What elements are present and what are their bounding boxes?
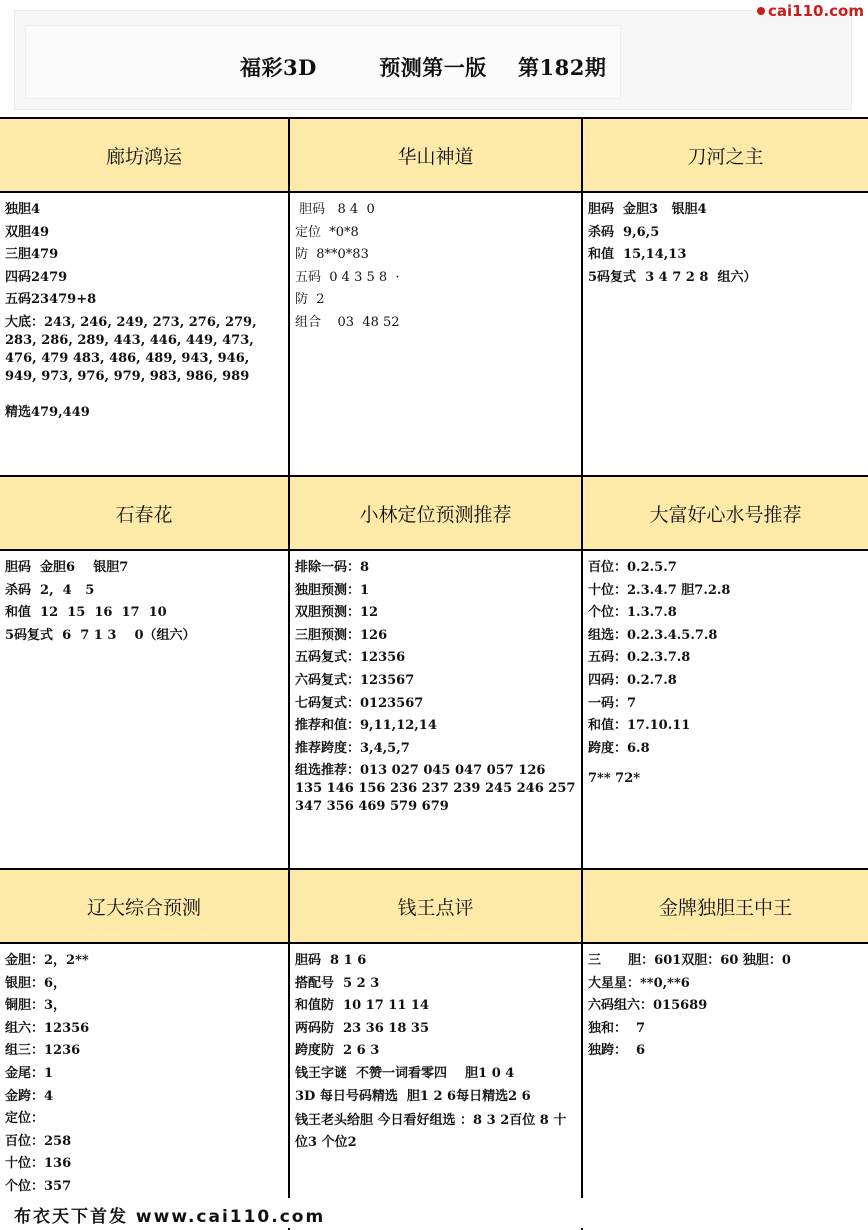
prediction-line: 五码：0.2.3.7.8 xyxy=(588,650,691,666)
prediction-line: 独跨： 6 xyxy=(588,1043,646,1059)
prediction-paragraph: 钱王老头给胆 今日看好组选 ：8 3 2百位 8 十位3 个位2 xyxy=(295,1113,567,1151)
prediction-line: 五码复式：12356 xyxy=(295,650,406,666)
prediction-line: 六码复式：123567 xyxy=(295,672,415,688)
prediction-line: 和值 15,14,13 xyxy=(588,247,687,263)
prediction-line: 银胆：6， xyxy=(5,975,67,991)
prediction-line: 双胆预测：12 xyxy=(295,605,379,621)
prediction-line: 防 2 xyxy=(295,292,325,308)
prediction-line: 金尾：1 xyxy=(5,1065,54,1081)
prediction-line: 五码 0 4 3 5 8 · xyxy=(295,269,400,285)
prediction-line: 独胆4 xyxy=(5,202,41,217)
prediction-line: 胆码 金胆6 银胆7 xyxy=(5,560,129,575)
prediction-grid xyxy=(0,117,868,1230)
cell-title: 辽大综合预测 xyxy=(0,870,288,944)
prediction-line: 十位：136 xyxy=(5,1156,72,1172)
cell-langfang-hongyun xyxy=(0,119,288,475)
prediction-line: 个位：1.3.7.8 xyxy=(588,605,677,621)
prediction-line: 三胆479 xyxy=(5,247,59,263)
prediction-line: 推荐和值：9,11,12,14 xyxy=(295,718,437,734)
prediction-line: 三 胆：601双胆：60 独胆：0 xyxy=(588,953,791,968)
prediction-line: 和值防 10 17 11 14 xyxy=(295,998,429,1014)
prediction-line: 组三：1236 xyxy=(5,1043,81,1059)
cell-shi-chunhua xyxy=(0,477,288,868)
cell-title: 金牌独胆王中王 xyxy=(583,870,868,944)
prediction-line: 六码组六：015689 xyxy=(588,998,708,1014)
cell-body xyxy=(290,193,581,475)
cell-body xyxy=(583,551,868,868)
prediction-line: 精选479,449 xyxy=(5,404,90,420)
prediction-line: 四码：0.2.7.8 xyxy=(588,672,677,688)
cell-body xyxy=(290,944,581,1230)
prediction-paragraph: 大底：243, 246, 249, 273, 276, 279, 283, 286, 289, 443, 446, 449, 473, 476, 479 483, 486, 489, 943, 946, 949, 973, 976, 979, 983, 986, 989 xyxy=(5,314,257,384)
prediction-line: 跨度防 2 6 3 xyxy=(295,1043,380,1059)
site-logo-text: cai110.com xyxy=(768,2,864,20)
prediction-line: 双胆49 xyxy=(5,224,50,240)
cell-body xyxy=(583,944,868,1230)
prediction-line: 排除一码：8 xyxy=(295,560,370,575)
cell-title: 钱王点评 xyxy=(290,870,581,944)
prediction-line: 四码2479 xyxy=(5,269,68,285)
footer-text: 布衣天下首发 www.cai110.com xyxy=(14,1207,326,1227)
prediction-line: 金跨：4 xyxy=(5,1088,54,1104)
prediction-line: 铜胆：3， xyxy=(5,998,67,1014)
prediction-line: 组六：12356 xyxy=(5,1020,90,1036)
prediction-line: 5码复式 6 7 1 3 0（组六） xyxy=(5,627,196,643)
prediction-line: 胆码 8 4 0 xyxy=(295,202,375,217)
cell-body xyxy=(583,193,868,475)
cell-title: 石春花 xyxy=(0,477,288,551)
cell-title: 华山神道 xyxy=(290,119,581,193)
cell-qianwang-dianping xyxy=(290,870,581,1230)
cell-huashan-shendao xyxy=(290,119,581,475)
cell-title: 小林定位预测推荐 xyxy=(290,477,581,551)
prediction-line: 定位 *0*8 xyxy=(295,224,359,240)
cell-jinpai-dudan xyxy=(583,870,868,1230)
prediction-line: 大星星：**0,**6 xyxy=(588,975,690,991)
cell-body xyxy=(0,193,288,475)
cell-title: 刀河之主 xyxy=(583,119,868,193)
prediction-line: 五码23479+8 xyxy=(5,292,97,308)
prediction-line: 3D 每日号码精选 胆1 2 6每日精选2 6 xyxy=(295,1088,531,1104)
cell-daohe-zhizhu xyxy=(583,119,868,475)
cell-xiaolin-dingwei xyxy=(290,477,581,868)
prediction-line: 个位：357 xyxy=(5,1178,72,1194)
prediction-line: 钱王字谜 不赞一词看零四 胆1 0 4 xyxy=(295,1065,515,1081)
cell-body xyxy=(0,551,288,868)
prediction-line: 和值：17.10.11 xyxy=(588,718,691,734)
prediction-line: 十位：2.3.4.7 胆7.2.8 xyxy=(588,582,731,598)
cell-body xyxy=(0,944,288,1230)
prediction-line: 推荐跨度：3,4,5,7 xyxy=(295,740,410,756)
prediction-line: 三胆预测：126 xyxy=(295,627,388,643)
prediction-line: 7** 72* xyxy=(588,771,641,787)
cell-body xyxy=(290,551,581,868)
prediction-line: 杀码 9,6,5 xyxy=(588,224,660,240)
prediction-line: 独和： 7 xyxy=(588,1020,646,1036)
prediction-line: 两码防 23 36 18 35 xyxy=(295,1020,429,1036)
prediction-line: 搭配号 5 2 3 xyxy=(295,975,380,991)
prediction-line: 组选：0.2.3.4.5.7.8 xyxy=(588,627,718,643)
prediction-line: 胆码 金胆3 银胆4 xyxy=(588,202,707,217)
cell-title: 大富好心水号推荐 xyxy=(583,477,868,551)
page-title: 福彩3D 预测第一版 第182期 xyxy=(240,55,607,80)
prediction-line: 和值 12 15 16 17 10 xyxy=(5,605,167,621)
prediction-line: 一码：7 xyxy=(588,695,637,711)
top-banner xyxy=(0,0,868,116)
prediction-line: 百位：0.2.5.7 xyxy=(588,560,677,575)
prediction-line: 跨度：6.8 xyxy=(588,740,650,756)
prediction-line: 七码复式：0123567 xyxy=(295,695,424,711)
prediction-line: 定位： xyxy=(5,1111,45,1127)
prediction-line: 独胆预测：1 xyxy=(295,582,370,598)
footer-watermark xyxy=(0,1198,868,1228)
prediction-line: 防 8**0*83 xyxy=(295,247,369,263)
cell-title: 廊坊鸿运 xyxy=(0,119,288,193)
prediction-line: 金胆：2，2** xyxy=(5,953,89,968)
prediction-line: 组合 03 48 52 xyxy=(295,314,400,330)
prediction-line: 5码复式 3 4 7 2 8 组六） xyxy=(588,269,757,285)
cell-liaoda-zonghe xyxy=(0,870,288,1230)
prediction-line: 百位：258 xyxy=(5,1133,72,1149)
cell-dafu-haoxinshui xyxy=(583,477,868,868)
prediction-line: 杀码 2, 4 5 xyxy=(5,582,95,598)
prediction-paragraph: 组选推荐：013 027 045 047 057 126 135 146 156 236 237 239 245 246 257 347 356 469 579 679 xyxy=(295,763,576,815)
prediction-line: 胆码 8 1 6 xyxy=(295,953,367,968)
site-logo[interactable] xyxy=(757,2,864,20)
logo-dot-icon xyxy=(757,7,765,15)
